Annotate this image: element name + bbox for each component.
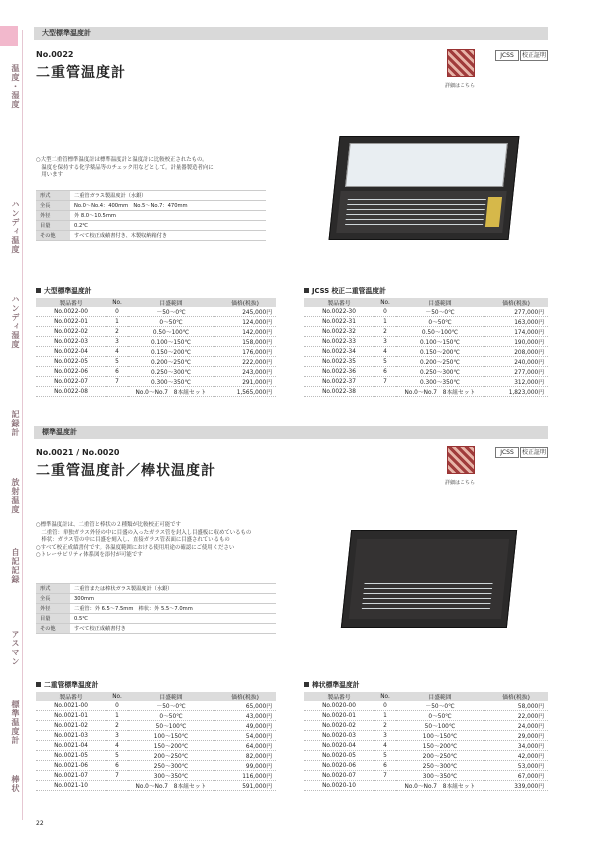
spec-table (36, 190, 266, 241)
qr-code-icon[interactable] (447, 446, 475, 474)
spec-row: 外径 二重管：外 6.5～7.5mm 棒状：外 5.5～7.0mm (36, 604, 276, 614)
jcss-badge: JCSS (495, 447, 519, 458)
section-header-bar (34, 426, 548, 439)
price-table (304, 298, 548, 397)
table-row: No.0021-05 5 200～250℃ 82,000円 (36, 751, 276, 761)
spec-row: 目量 0.5℃ (36, 614, 276, 624)
qr-caption: 詳細はこちら (445, 480, 476, 486)
spec-row: 外径 外 8.0～10.5mm (36, 211, 266, 221)
case-lid (345, 143, 508, 187)
table-row: No.0020-06 6 250～300℃ 53,000円 (304, 761, 548, 771)
certificate-badge: 校正証明 (521, 449, 546, 456)
table-row: No.0022-36 6 0.250～300℃ 277,000円 (304, 367, 548, 377)
table-header-row: 製品番号 No. 目盛範囲 価格(税抜) (36, 692, 276, 701)
section-header-title: 標準温度計 (42, 428, 77, 436)
table-row: No.0020-01 1 0～50℃ 22,000円 (304, 711, 548, 721)
price-table-title: JCSS 校正二重管温度計 (304, 285, 386, 295)
product-number: No.0021 / No.0020 (36, 448, 120, 457)
table-row: No.0022-33 3 0.100～150℃ 190,000円 (304, 337, 548, 347)
table-row-set: No.0022-08 No.0～No.7 8本組セット 1,565,000円 (36, 387, 276, 397)
table-header-row: 製品番号 No. 目盛範囲 価格(税抜) (36, 298, 276, 307)
table-row-set: No.0021-10 No.0～No.7 8本組セット 591,000円 (36, 781, 276, 791)
sidebar-label-handy-temp[interactable]: ハンディ温度 (11, 200, 20, 254)
table-row: No.0020-04 4 150～200℃ 34,000円 (304, 741, 548, 751)
table-row: No.0022-35 5 0.200～250℃ 240,000円 (304, 357, 548, 367)
table-row: No.0021-01 1 0～50℃ 43,000円 (36, 711, 276, 721)
price-table (36, 692, 276, 791)
sidebar-label-temp-humidity[interactable]: 温度・湿度 (11, 64, 20, 109)
qr-code-icon[interactable] (447, 49, 475, 77)
table-row: No.0020-07 7 300～350℃ 67,000円 (304, 771, 548, 781)
product-title: 二重管温度計 (36, 65, 126, 81)
product-photo-case (341, 530, 517, 628)
certificate-badge: 校正証明 (521, 52, 546, 59)
page-number: 22 (36, 820, 44, 827)
sidebar-label-self-record[interactable]: 自記記録 (11, 548, 20, 584)
table-row: No.0022-30 0 －50～0℃ 277,000円 (304, 307, 548, 317)
sidebar-label-recorder[interactable]: 記録計 (11, 410, 20, 437)
table-row: No.0020-05 5 200～250℃ 42,000円 (304, 751, 548, 761)
table-header-row: 製品番号 No. 目盛範囲 価格(税抜) (304, 692, 548, 701)
table-row-set: No.0020-10 No.0～No.7 8本組セット 339,000円 (304, 781, 548, 791)
case-tray (336, 191, 506, 233)
table-header-row: 製品番号 No. 目盛範囲 価格(税抜) (304, 298, 548, 307)
sidebar-label-assmann[interactable]: アスマン (11, 630, 20, 666)
table-row: No.0022-03 3 0.100～150℃ 158,000円 (36, 337, 276, 347)
sidebar-label-radiation[interactable]: 放射温度 (11, 478, 20, 514)
section-header-bar (34, 27, 548, 40)
table-row: No.0022-34 4 0.150～200℃ 208,000円 (304, 347, 548, 357)
price-table (304, 692, 548, 791)
table-row: No.0021-06 6 250～300℃ 99,000円 (36, 761, 276, 771)
table-row: No.0022-07 7 0.300～350℃ 291,000円 (36, 377, 276, 387)
product-description: ○標準温度計は、二重管と棒状の２種類が比較校正可能です 二重管：単独ガラス外径の中に目盛の入ったガラス管を封入し目盛板に収めているもの 棒状：ガラス管の中に目盛を刻入し、直接ガラス管表面に目盛されているもの ○すべて校正成績書付です。各温度範囲における使用用途の確認にご使用ください ○トレーサビリティ体系図を添付が可能です (36, 522, 252, 559)
spec-row: 目量 0.2℃ (36, 221, 266, 231)
price-table-title: 大型標準温度計 (36, 285, 92, 295)
price-table (36, 298, 276, 397)
product-description: ○大型二重管標準温度計は標準温度計と温度計に比較校正されたもの。 温度を保持する化学薬品等のチェック用などとして。計量器製造者向に 用います (36, 157, 214, 179)
table-row: No.0022-04 4 0.150～200℃ 176,000円 (36, 347, 276, 357)
table-row: No.0021-07 7 300～350℃ 116,000円 (36, 771, 276, 781)
table-row: No.0022-31 1 0～50℃ 163,000円 (304, 317, 548, 327)
sidebar-label-handy-humidity[interactable]: ハンディ湿度 (11, 295, 20, 349)
price-table-title: 二重管標準温度計 (36, 679, 98, 689)
section-tab-marker (0, 26, 18, 46)
table-row: No.0020-03 3 100～150℃ 29,000円 (304, 731, 548, 741)
sidebar-label-standard-thermometer[interactable]: 標準温度計 (11, 700, 20, 745)
qr-caption: 詳細はこちら (445, 83, 476, 89)
spec-row: 全長 300mm (36, 594, 276, 604)
table-row: No.0022-37 7 0.300～350℃ 312,000円 (304, 377, 548, 387)
table-row: No.0020-00 0 －50～0℃ 58,000円 (304, 701, 548, 711)
table-row: No.0022-00 0 －50～0℃ 245,000円 (36, 307, 276, 317)
table-row: No.0022-05 5 0.200～250℃ 222,000円 (36, 357, 276, 367)
case-tray (349, 539, 509, 619)
product-title: 二重管温度計／棒状温度計 (36, 463, 216, 479)
table-row: No.0022-01 1 0～50℃ 124,000円 (36, 317, 276, 327)
spec-row: 全長 No.0～No.4：400mm No.5～No.7：470mm (36, 201, 266, 211)
sidebar-divider (22, 30, 23, 820)
product-number: No.0022 (36, 50, 74, 59)
table-row: No.0022-32 2 0.50～100℃ 174,000円 (304, 327, 548, 337)
table-row: No.0020-02 2 50～100℃ 24,000円 (304, 721, 548, 731)
table-row: No.0022-02 2 0.50～100℃ 142,000円 (36, 327, 276, 337)
sidebar-label-rod[interactable]: 棒状 (11, 775, 20, 793)
table-row: No.0021-02 2 50～100℃ 49,000円 (36, 721, 276, 731)
table-row: No.0021-00 0 －50～0℃ 65,000円 (36, 701, 276, 711)
spec-row: 形式 二重管または棒状ガラス製温度計（水銀） (36, 584, 276, 594)
spec-row: その他 すべて校正成績書付き (36, 624, 276, 634)
spec-row: その他 すべて校正成績書付き、木製収納箱付き (36, 231, 266, 241)
spec-table (36, 583, 276, 634)
section-header-title: 大型標準温度計 (42, 29, 91, 37)
table-row: No.0021-03 3 100～150℃ 54,000円 (36, 731, 276, 741)
table-row: No.0021-04 4 150～200℃ 64,000円 (36, 741, 276, 751)
spec-row: 形式 二重管ガラス製温度計（水銀） (36, 191, 266, 201)
price-table-title: 棒状標準温度計 (304, 679, 360, 689)
table-row: No.0022-06 6 0.250～300℃ 243,000円 (36, 367, 276, 377)
jcss-badge: JCSS (495, 50, 519, 61)
product-photo-case (329, 136, 520, 240)
table-row-set: No.0022-38 No.0～No.7 8本組セット 1,823,000円 (304, 387, 548, 397)
